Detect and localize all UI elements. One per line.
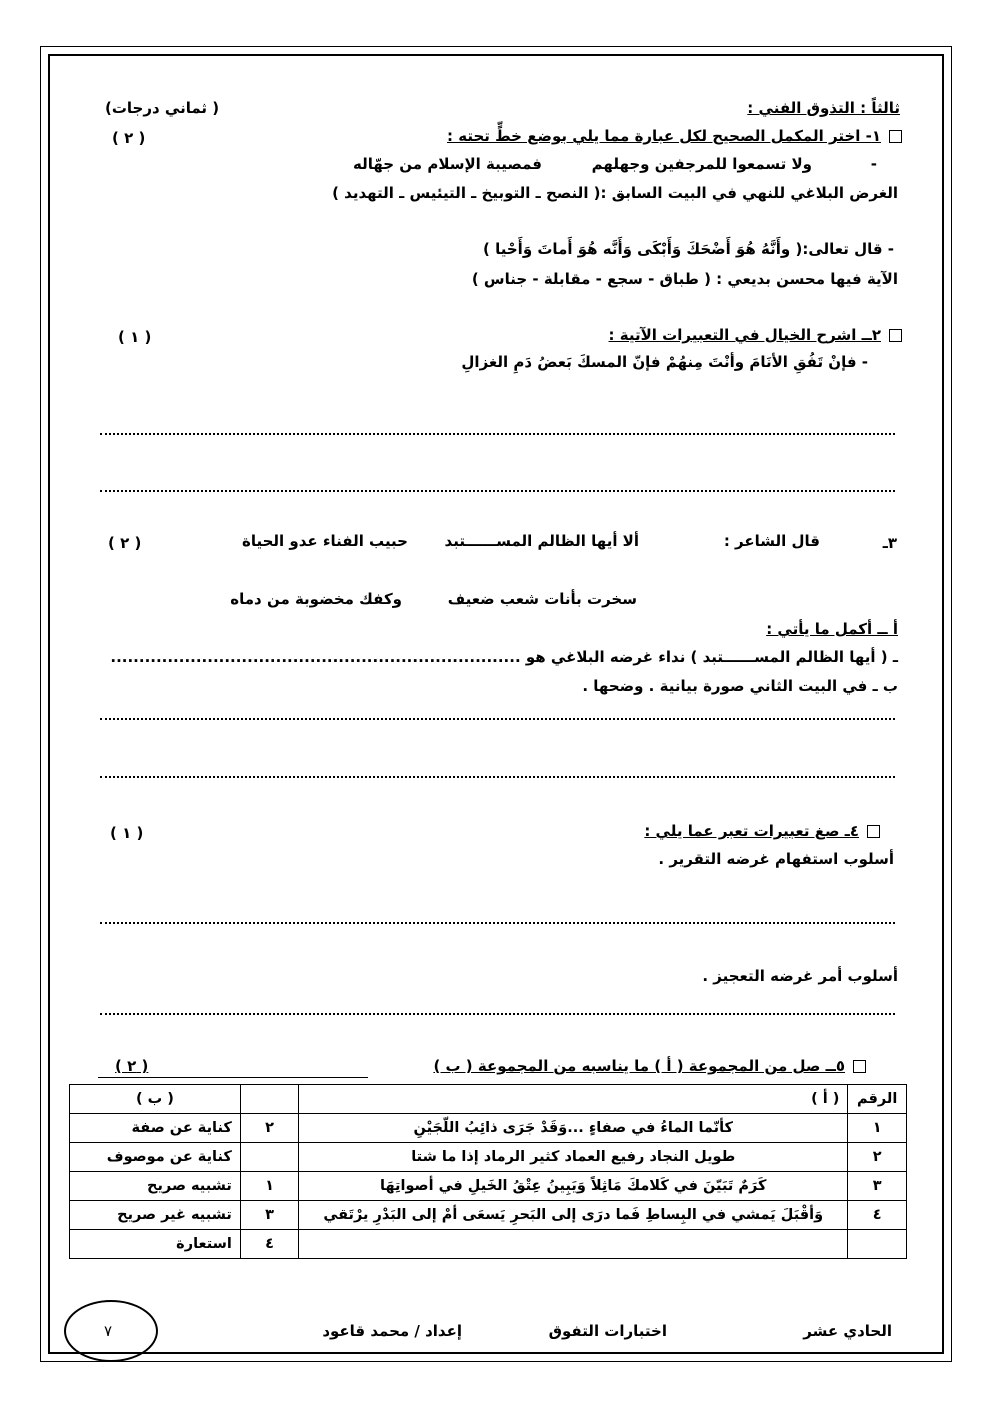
q5-mark: ( ٢ ): [115, 1057, 149, 1075]
row-map[interactable]: ٢: [240, 1114, 298, 1143]
table-header-row: [70, 1085, 907, 1114]
row-map[interactable]: [240, 1143, 298, 1172]
row-num: ٢: [848, 1143, 907, 1172]
row-a: [299, 1230, 848, 1259]
row-a: كأنّما الماءُ في صفاءٍ ...وَقَدْ جَرَى ذائِبُ اللّجَيْنِ: [299, 1114, 848, 1143]
header-num: الرقم: [848, 1085, 907, 1114]
checkbox-icon: [853, 1060, 866, 1073]
page-number: ٧: [104, 1322, 113, 1340]
answer-line[interactable]: [100, 433, 895, 435]
q3-line2-second: وكفك مخضوبة من دماه: [230, 590, 402, 608]
row-num: ٤: [848, 1201, 907, 1230]
section-title: ثالثاً : التذوق الفني :: [747, 99, 900, 117]
q1-verse-a-question: الغرض البلاغي للنهي في البيت السابق :( النصح ـ التوبيخ ـ التيئيس ـ التهديد ): [332, 184, 898, 202]
q3-mark: ( ٢ ): [108, 534, 142, 552]
footer-author: إعداد / محمد قاعود: [322, 1322, 462, 1340]
matching-table: [69, 1084, 907, 1259]
row-b: تشبيه صريح: [70, 1172, 241, 1201]
q2-heading: ٢ــ اشرح الخيال في التعبيرات الآتية :: [609, 326, 902, 344]
q4-mark: ( ١ ): [110, 824, 144, 842]
row-num: ٣: [848, 1172, 907, 1201]
answer-line[interactable]: [100, 922, 895, 924]
row-b: كناية عن صفة: [70, 1114, 241, 1143]
answer-line[interactable]: [100, 1013, 895, 1015]
q3-sub-b: ب ـ في البيت الثاني صورة بيانية . وضحها .: [582, 677, 898, 695]
q2-mark: ( ١ ): [118, 328, 152, 346]
q3-sub-a: ـ ( أيها الظالم المســــــتبد ) نداء غرضه البلاغي هو ........................................................................: [110, 648, 898, 666]
table-row: [70, 1172, 907, 1201]
header-a: ( أ ): [299, 1085, 848, 1114]
q5-heading-underline: [98, 1077, 368, 1078]
checkbox-icon: [889, 130, 902, 143]
q5-heading: ٥ــ صل من المجموعة ( أ ) ما يناسبه من المجموعة ( ب ): [433, 1057, 866, 1075]
q1-verse-b: - قال تعالى:( وأَنَّهُ هُوَ أَضْحَكَ وَأَبْكَى وَأَنَّه هُوَ أَماتَ وَأَحْيا ): [483, 240, 894, 258]
q1-verse-a-second: فمصيبة الإسلام من جهّاله: [353, 155, 542, 173]
row-a: وَأقْبَلَ يَمشي في البِساطِ فَما درَى إلى البَحرِ يَسعَى أمْ إلى البَدْرِ يرْتَقي: [299, 1201, 848, 1230]
row-num: [848, 1230, 907, 1259]
footer-series: اختبارات التفوق: [548, 1322, 667, 1340]
q3-sub-heading: أ ــ أكمل ما يأتي :: [766, 620, 898, 638]
row-b: تشبيه غير صريح: [70, 1201, 241, 1230]
q1-verse-a-first: ولا تسمعوا للمرجفين وجهلهم: [591, 155, 812, 173]
q4-heading: ٤ـ صغ تعبيرات تعبر عما يلي :: [644, 822, 880, 840]
answer-line[interactable]: [100, 776, 895, 778]
table-row: [70, 1114, 907, 1143]
section-grade: ( ثماني درجات): [105, 99, 220, 117]
q3-line1-first: ألا أيها الظالم المســــــتبد: [444, 532, 639, 550]
q1-verse-a-dash: -: [870, 155, 877, 173]
q4-item2: أسلوب أمر غرضه التعجيز .: [702, 967, 898, 985]
q3-poet: قال الشاعر :: [723, 532, 820, 550]
q2-verse: - فإنْ تَفُقِ الأنَامَ وأنْتَ مِنهُمْ فإنّ المسكَ بَعضُ دَمِ الغزالِ: [461, 353, 868, 371]
header-map: [240, 1085, 298, 1114]
answer-line[interactable]: [100, 490, 895, 492]
q1-heading: ١- اختر المكمل الصحيح لكل عبارة مما يلي بوضع خطٍّ تحته :: [447, 127, 902, 145]
row-map[interactable]: ٣: [240, 1201, 298, 1230]
row-map[interactable]: ٤: [240, 1230, 298, 1259]
answer-line[interactable]: [100, 718, 895, 720]
row-b: استعارة: [70, 1230, 241, 1259]
q3-line2-first: سخرت بأنات شعب ضعيف: [447, 590, 637, 608]
row-map[interactable]: ١: [240, 1172, 298, 1201]
q4-item1: أسلوب استفهام غرضه التقرير .: [658, 850, 894, 868]
table-row: [70, 1230, 907, 1259]
q3-label: ٣ـ: [882, 534, 897, 552]
row-a: كَرَمٌ تَبَيّنَ في كَلامكَ مَاثِلاً وَيَبِينُ عِتْقُ الخَيلِ في أصواتِهَا: [299, 1172, 848, 1201]
row-a: طويل النجاد رفيع العماد كثير الرماد إذا ما شتا: [299, 1143, 848, 1172]
checkbox-icon: [889, 329, 902, 342]
q1-verse-b-question: الآية فيها محسن بديعي : ( طباق - سجع - مقابلة - جناس ): [471, 270, 898, 288]
q1-mark: ( ٢ ): [112, 129, 146, 147]
row-num: ١: [848, 1114, 907, 1143]
footer-grade-level: الحادي عشر: [803, 1322, 892, 1340]
table-row: [70, 1143, 907, 1172]
q3-line1-second: حبيب الفناء عدو الحياة: [241, 532, 408, 550]
row-b: كناية عن موصوف: [70, 1143, 241, 1172]
table-row: [70, 1201, 907, 1230]
checkbox-icon: [867, 825, 880, 838]
header-b: ( ب ): [70, 1085, 241, 1114]
